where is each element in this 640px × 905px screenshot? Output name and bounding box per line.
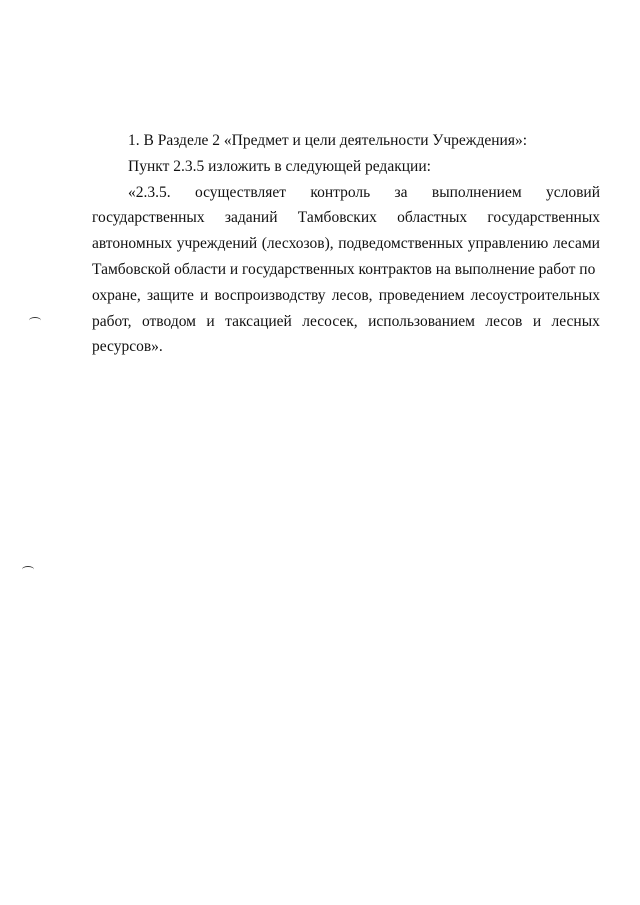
word: выполнением [431,183,522,201]
word: проведением [378,286,465,304]
word: государственных [92,209,205,227]
word: воспроизводству [214,286,326,304]
word: лесосек, [302,312,358,330]
word: автономных [92,235,173,253]
word: заданий [224,209,278,227]
word: за [394,183,408,201]
word: государственных [487,209,600,227]
word: и [206,312,215,330]
word: учреждений [176,235,258,253]
word: подведомственных [338,235,464,253]
quote-line-5 [92,283,600,309]
word: контроль [310,183,371,201]
word: Тамбовских [297,209,377,227]
quote-line-3 [92,231,600,257]
word: (лесхозов), [261,235,334,253]
quote-line-6 [92,309,600,335]
word: лесов [485,312,523,330]
document-text [92,128,600,360]
quote-line-4: Тамбовской области и государственных контрактов на выполнение работ по [92,260,596,278]
word: лесных [551,312,600,330]
word: лесами [552,235,600,253]
quote-line-2 [92,205,600,231]
word: осуществляет [194,183,287,201]
word: лесоустроительных [470,286,600,304]
word: отводом [141,312,196,330]
word: областных [397,209,468,227]
section-heading: 1. В Разделе 2 «Предмет и цели деятельности Учреждения»: [128,132,528,149]
word: работ, [92,312,132,330]
word: и [200,286,209,304]
word: таксацией [225,312,292,330]
word: защите [146,286,194,304]
word: использованием [368,312,475,330]
word: управлению [467,235,549,253]
scan-mark [29,317,41,324]
instruction-line: Пункт 2.3.5 изложить в следующей редакции: [128,157,431,175]
word: лесов, [331,286,373,304]
word: и [532,312,542,330]
word: условий [545,183,600,201]
word: охране, [92,286,141,304]
word: «2.3.5. [128,183,171,201]
scan-mark [22,566,34,573]
quote-line-1 [92,180,600,206]
quote-line-7: ресурсов». [92,338,163,356]
